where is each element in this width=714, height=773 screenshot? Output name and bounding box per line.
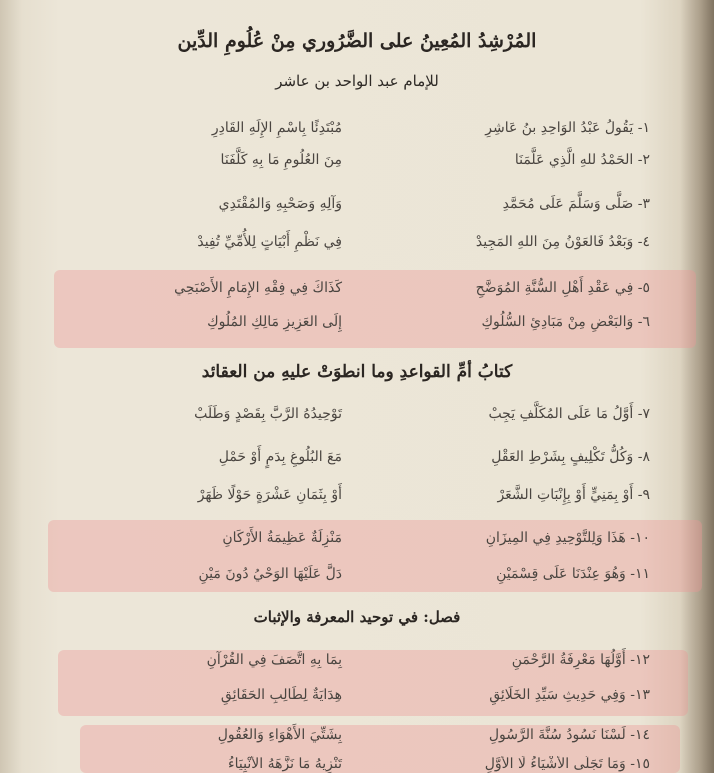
verse-number: ١٤- — [630, 727, 650, 743]
verse-number: ٣- — [637, 196, 650, 212]
verse-second-half: أَوْ بِثَمَانِ عَشْرَةٍ حَوْلًا ظَهَرْ — [197, 487, 342, 503]
verse-number: ٦- — [637, 314, 650, 330]
page-title: المُرْشِدُ المُعِينُ على الضَّرُوري مِنْ عُلُومِ الدِّين — [177, 30, 537, 52]
verse-first-half: وَهُوَ عِنْدَنَا عَلَى قِسْمَيْنِ — [496, 566, 626, 582]
verse-second-half: مِنَ العُلُومِ مَا بِهِ كَلَّفَنَا — [220, 152, 342, 168]
verse-number: ٧- — [637, 406, 650, 422]
verse-second-half: تَوْحِيدُهُ الرَّبَّ بِقَصْدٍ وَطَلَبْ — [194, 406, 342, 422]
verse-row — [0, 756, 714, 773]
verse-row — [0, 530, 714, 560]
verse-first-half: يَقُولُ عَبْدُ الوَاحِدِ بنُ عَاشِرِ — [485, 120, 634, 136]
verse-first-half: وَمَا تَجَلَّى الأَشْيَاءُ لَا الأَوَّلِ — [484, 756, 626, 772]
verse-number: ١٥- — [630, 756, 650, 772]
verse-number: ١- — [637, 120, 650, 136]
verse-second-half: مُبْتَدِئًا بِاسْمِ الإِلَهِ القَادِرِ — [211, 120, 342, 136]
verse-second-half: هِدَايَةٌ لِطَالِبِ الحَقَائِقِ — [220, 687, 342, 703]
verse-second-half: بِمَا بِهِ اتَّصَفَ فِي القُرْآنِ — [206, 652, 342, 668]
verse-second-half: تَنْزِيهُ مَا نَزَّهَهُ الأَنْبِيَاءُ — [228, 756, 342, 772]
verse-first-half: وَبَعْدُ فَالعَوْنُ مِنَ اللهِ المَجِيدْ — [475, 234, 634, 250]
verse-row — [0, 120, 714, 150]
verse-first-half: فِي عَقْدِ أَهْلِ السُّنَّةِ المُوَضَّحِ — [475, 280, 634, 296]
verse-second-half: إِلَى العَزِيزِ مَالِكِ المُلُوكِ — [207, 314, 342, 330]
verse-row — [0, 406, 714, 436]
verse-row — [0, 687, 714, 717]
verse-first-half: وَفِي حَدِيثِ سَيِّدِ الخَلَائِقِ — [489, 687, 626, 703]
verse-number: ١١- — [630, 566, 650, 582]
verse-first-half: وَكُلُّ تَكْلِيفٍ بِشَرْطِ العَقْلِ — [491, 449, 634, 465]
verse-first-half: صَلَّى وَسَلَّمَ عَلَى مُحَمَّدِ — [502, 196, 634, 212]
verse-first-half: أَوَّلُهَا مَعْرِفَةُ الرَّحْمَنِ — [511, 652, 626, 668]
verse-number: ٥- — [637, 280, 650, 296]
verse-number: ٩- — [637, 487, 650, 503]
page-subtitle: للإمام عبد الواحد بن عاشر — [275, 72, 439, 90]
verse-number: ٤- — [637, 234, 650, 250]
verse-row — [0, 314, 714, 344]
verse-row — [0, 196, 714, 226]
verse-first-half: هَذَا وَلِلتَّوْحِيدِ فِي المِيزَانِ — [485, 530, 626, 546]
verse-number: ٨- — [637, 449, 650, 465]
verse-row — [0, 152, 714, 182]
verse-number: ٢- — [637, 152, 650, 168]
verse-first-half: الحَمْدُ للهِ الَّذِي عَلَّمَنَا — [514, 152, 634, 168]
verse-number: ١٠- — [630, 530, 650, 546]
verse-row — [0, 449, 714, 479]
verse-row — [0, 234, 714, 264]
verse-row — [0, 727, 714, 757]
verse-second-half: مَعَ البُلُوغِ بِدَمٍ أَوْ حَمْلِ — [218, 449, 342, 465]
verse-first-half: لَسْنَا نَسُودُ سُنَّةَ الرَّسُولِ — [488, 727, 626, 743]
verse-second-half: فِي نَظْمِ أَبْيَاتٍ لِلأُمِّيِّ تُفِيدْ — [197, 234, 342, 250]
verse-row — [0, 280, 714, 310]
verse-row — [0, 566, 714, 596]
verse-second-half: كَذَاكَ فِي فِقْهِ الإِمَامِ الأَصْبَحِي — [174, 280, 342, 296]
verse-number: ١٣- — [630, 687, 650, 703]
verse-number: ١٢- — [630, 652, 650, 668]
verse-second-half: وَآلِهِ وَصَحْبِهِ وَالمُقْتَدِي — [218, 196, 342, 212]
verse-row — [0, 487, 714, 517]
verse-first-half: أَوْ بِمَنِيٍّ أَوْ بِإِنْبَاتِ الشَّعَرْ — [497, 487, 634, 503]
verse-row — [0, 652, 714, 682]
verse-first-half: أَوَّلُ مَا عَلَى المُكَلَّفِ يَجِبْ — [488, 406, 634, 422]
verse-second-half: مَنْزِلَةٌ عَظِيمَةُ الأَرْكَانِ — [222, 530, 342, 546]
verse-second-half: بِشَتِّيَ الأَهْوَاءِ وَالعُقُولِ — [217, 727, 342, 743]
verse-first-half: وَالبَعْضِ مِنْ مَبَادِئِ السُّلُوكِ — [481, 314, 634, 330]
section3-heading: فصل: في توحيد المعرفة والإثبات — [253, 608, 461, 626]
verse-second-half: دَلَّ عَلَيْهَا الوَحْيُ دُونَ مَيْنِ — [198, 566, 342, 582]
section2-heading: كتابُ أمِّ القواعدِ وما انطوَتْ عليهِ من العقائد — [201, 362, 513, 382]
